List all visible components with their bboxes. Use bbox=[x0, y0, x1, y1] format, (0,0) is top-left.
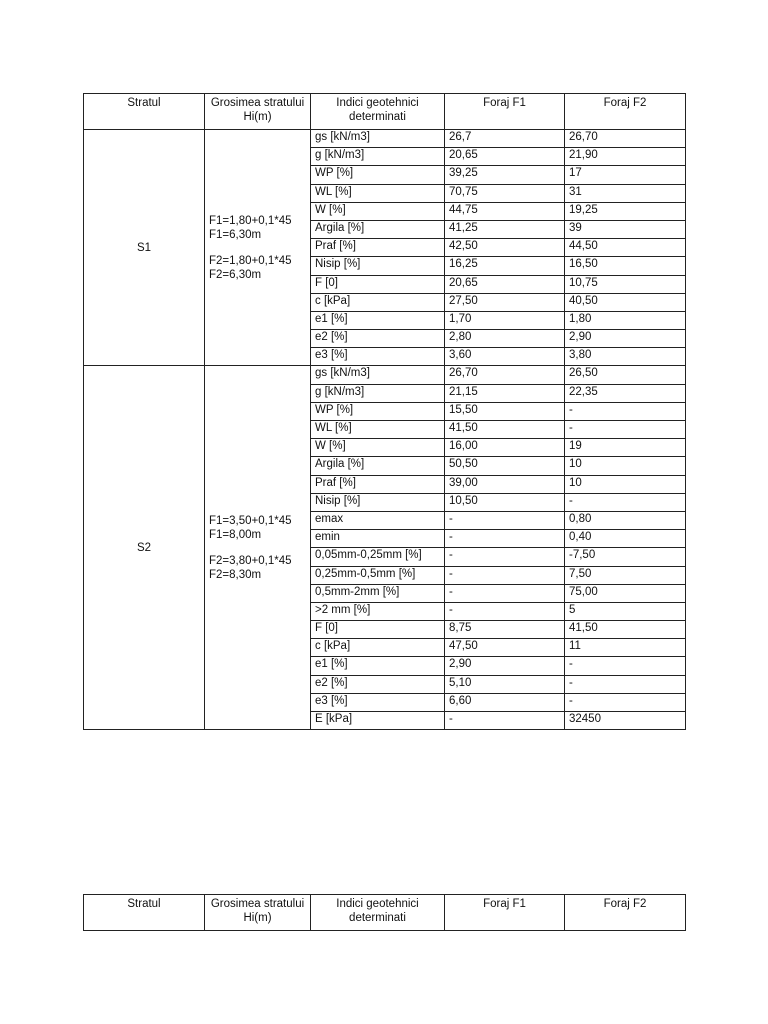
foraj-f1-value: 3,60 bbox=[445, 348, 565, 366]
foraj-f1-value: 5,10 bbox=[445, 675, 565, 693]
index-name-cell: 0,05mm-0,25mm [%] bbox=[311, 548, 445, 566]
foraj-f1-value: 26,70 bbox=[445, 366, 565, 384]
foraj-f1-value: - bbox=[445, 584, 565, 602]
thickness-line: F1=8,00m bbox=[209, 528, 262, 541]
foraj-f2-value: 3,80 bbox=[565, 348, 686, 366]
foraj-f1-value: - bbox=[445, 548, 565, 566]
index-name-cell: e1 [%] bbox=[311, 311, 445, 329]
stratum-thickness bbox=[205, 366, 311, 730]
index-name-cell: W [%] bbox=[311, 439, 445, 457]
foraj-f2-value: 19,25 bbox=[565, 202, 686, 220]
thickness-line: F1=6,30m bbox=[209, 228, 262, 241]
foraj-f2-value: 16,50 bbox=[565, 257, 686, 275]
foraj-f1-value: 20,65 bbox=[445, 275, 565, 293]
foraj-f2-value: -7,50 bbox=[565, 548, 686, 566]
index-name-cell: WP [%] bbox=[311, 166, 445, 184]
foraj-f2-value: 19 bbox=[565, 439, 686, 457]
thickness-line: F1=3,50+0,1*45 bbox=[209, 514, 292, 527]
foraj-f1-value: - bbox=[445, 530, 565, 548]
foraj-f1-value: 1,70 bbox=[445, 311, 565, 329]
index-name-cell: W [%] bbox=[311, 202, 445, 220]
foraj-f1-value: 70,75 bbox=[445, 184, 565, 202]
foraj-f2-value: 5 bbox=[565, 602, 686, 620]
stratum-thickness bbox=[205, 130, 311, 366]
foraj-f1-value: 50,50 bbox=[445, 457, 565, 475]
stratum-name: S1 bbox=[84, 130, 205, 366]
foraj-f2-value: - bbox=[565, 675, 686, 693]
index-name-cell: WP [%] bbox=[311, 402, 445, 420]
foraj-f1-value: 6,60 bbox=[445, 693, 565, 711]
index-name-cell: g [kN/m3] bbox=[311, 148, 445, 166]
foraj-f1-value: 2,80 bbox=[445, 330, 565, 348]
index-name-cell: e3 [%] bbox=[311, 348, 445, 366]
header-stratul: Stratul bbox=[84, 895, 205, 931]
foraj-f2-value: 39 bbox=[565, 220, 686, 238]
foraj-f1-value: 2,90 bbox=[445, 657, 565, 675]
header-grosimea: Grosimea stratului Hi(m) bbox=[205, 94, 311, 130]
foraj-f1-value: 27,50 bbox=[445, 293, 565, 311]
foraj-f2-value: 22,35 bbox=[565, 384, 686, 402]
index-name-cell: Nisip [%] bbox=[311, 257, 445, 275]
index-name-cell: c [kPa] bbox=[311, 293, 445, 311]
geotechnical-table-continued bbox=[83, 894, 686, 931]
header-foraj-f1: Foraj F1 bbox=[445, 895, 565, 931]
foraj-f2-value: 75,00 bbox=[565, 584, 686, 602]
foraj-f1-value: 41,50 bbox=[445, 421, 565, 439]
foraj-f2-value: 10 bbox=[565, 457, 686, 475]
foraj-f2-value: 10 bbox=[565, 475, 686, 493]
foraj-f2-value: 1,80 bbox=[565, 311, 686, 329]
foraj-f1-value: 10,50 bbox=[445, 493, 565, 511]
foraj-f2-value: - bbox=[565, 693, 686, 711]
header-indici: Indici geotehnici determinati bbox=[311, 895, 445, 931]
thickness-line: F2=1,80+0,1*45 bbox=[209, 254, 292, 267]
index-name-cell: E [kPa] bbox=[311, 712, 445, 730]
foraj-f1-value: 42,50 bbox=[445, 239, 565, 257]
foraj-f1-value: - bbox=[445, 511, 565, 529]
index-name-cell: e2 [%] bbox=[311, 675, 445, 693]
header-foraj-f2: Foraj F2 bbox=[565, 895, 686, 931]
header-stratul: Stratul bbox=[84, 94, 205, 130]
thickness-line: F2=6,30m bbox=[209, 268, 262, 281]
header-indici: Indici geotehnici determinati bbox=[311, 94, 445, 130]
foraj-f1-value: - bbox=[445, 602, 565, 620]
header-row bbox=[84, 895, 686, 931]
header-foraj-f2: Foraj F2 bbox=[565, 94, 686, 130]
index-name-cell: F [0] bbox=[311, 275, 445, 293]
thickness-line: F2=8,30m bbox=[209, 568, 262, 581]
index-name-cell: WL [%] bbox=[311, 184, 445, 202]
index-name-cell: Praf [%] bbox=[311, 239, 445, 257]
index-name-cell: >2 mm [%] bbox=[311, 602, 445, 620]
foraj-f1-value: 15,50 bbox=[445, 402, 565, 420]
geotechnical-table bbox=[83, 93, 686, 730]
index-name-cell: e3 [%] bbox=[311, 693, 445, 711]
index-name-cell: F [0] bbox=[311, 621, 445, 639]
foraj-f2-value: 41,50 bbox=[565, 621, 686, 639]
foraj-f1-value: 16,25 bbox=[445, 257, 565, 275]
index-name-cell: Argila [%] bbox=[311, 457, 445, 475]
foraj-f1-value: 8,75 bbox=[445, 621, 565, 639]
foraj-f1-value: 39,00 bbox=[445, 475, 565, 493]
foraj-f1-value: 44,75 bbox=[445, 202, 565, 220]
foraj-f1-value: 39,25 bbox=[445, 166, 565, 184]
thickness-line: F2=3,80+0,1*45 bbox=[209, 554, 292, 567]
index-name-cell: c [kPa] bbox=[311, 639, 445, 657]
foraj-f2-value: 7,50 bbox=[565, 566, 686, 584]
index-name-cell: emin bbox=[311, 530, 445, 548]
header-foraj-f1: Foraj F1 bbox=[445, 94, 565, 130]
foraj-f2-value: 21,90 bbox=[565, 148, 686, 166]
foraj-f2-value: 11 bbox=[565, 639, 686, 657]
foraj-f2-value: 17 bbox=[565, 166, 686, 184]
stratum-name: S2 bbox=[84, 366, 205, 730]
foraj-f2-value: 31 bbox=[565, 184, 686, 202]
index-name-cell: g [kN/m3] bbox=[311, 384, 445, 402]
foraj-f1-value: 21,15 bbox=[445, 384, 565, 402]
thickness-line: F1=1,80+0,1*45 bbox=[209, 214, 292, 227]
foraj-f2-value: 40,50 bbox=[565, 293, 686, 311]
index-name-cell: e2 [%] bbox=[311, 330, 445, 348]
header-grosimea: Grosimea stratului Hi(m) bbox=[205, 895, 311, 931]
foraj-f2-value: 26,50 bbox=[565, 366, 686, 384]
foraj-f1-value: 41,25 bbox=[445, 220, 565, 238]
index-name-cell: Praf [%] bbox=[311, 475, 445, 493]
foraj-f1-value: - bbox=[445, 712, 565, 730]
table-row bbox=[84, 366, 686, 384]
foraj-f1-value: 16,00 bbox=[445, 439, 565, 457]
foraj-f2-value: 26,70 bbox=[565, 130, 686, 148]
foraj-f1-value: - bbox=[445, 566, 565, 584]
foraj-f2-value: - bbox=[565, 657, 686, 675]
table-row bbox=[84, 130, 686, 148]
index-name-cell: 0,5mm-2mm [%] bbox=[311, 584, 445, 602]
index-name-cell: WL [%] bbox=[311, 421, 445, 439]
foraj-f1-value: 47,50 bbox=[445, 639, 565, 657]
foraj-f2-value: - bbox=[565, 402, 686, 420]
foraj-f2-value: 10,75 bbox=[565, 275, 686, 293]
foraj-f1-value: 26,7 bbox=[445, 130, 565, 148]
foraj-f2-value: 32450 bbox=[565, 712, 686, 730]
foraj-f2-value: - bbox=[565, 421, 686, 439]
foraj-f2-value: 0,80 bbox=[565, 511, 686, 529]
index-name-cell: emax bbox=[311, 511, 445, 529]
foraj-f2-value: 44,50 bbox=[565, 239, 686, 257]
index-name-cell: Nisip [%] bbox=[311, 493, 445, 511]
foraj-f1-value: 20,65 bbox=[445, 148, 565, 166]
foraj-f2-value: 0,40 bbox=[565, 530, 686, 548]
foraj-f2-value: - bbox=[565, 493, 686, 511]
index-name-cell: 0,25mm-0,5mm [%] bbox=[311, 566, 445, 584]
index-name-cell: gs [kN/m3] bbox=[311, 130, 445, 148]
index-name-cell: e1 [%] bbox=[311, 657, 445, 675]
foraj-f2-value: 2,90 bbox=[565, 330, 686, 348]
index-name-cell: Argila [%] bbox=[311, 220, 445, 238]
index-name-cell: gs [kN/m3] bbox=[311, 366, 445, 384]
header-row bbox=[84, 94, 686, 130]
